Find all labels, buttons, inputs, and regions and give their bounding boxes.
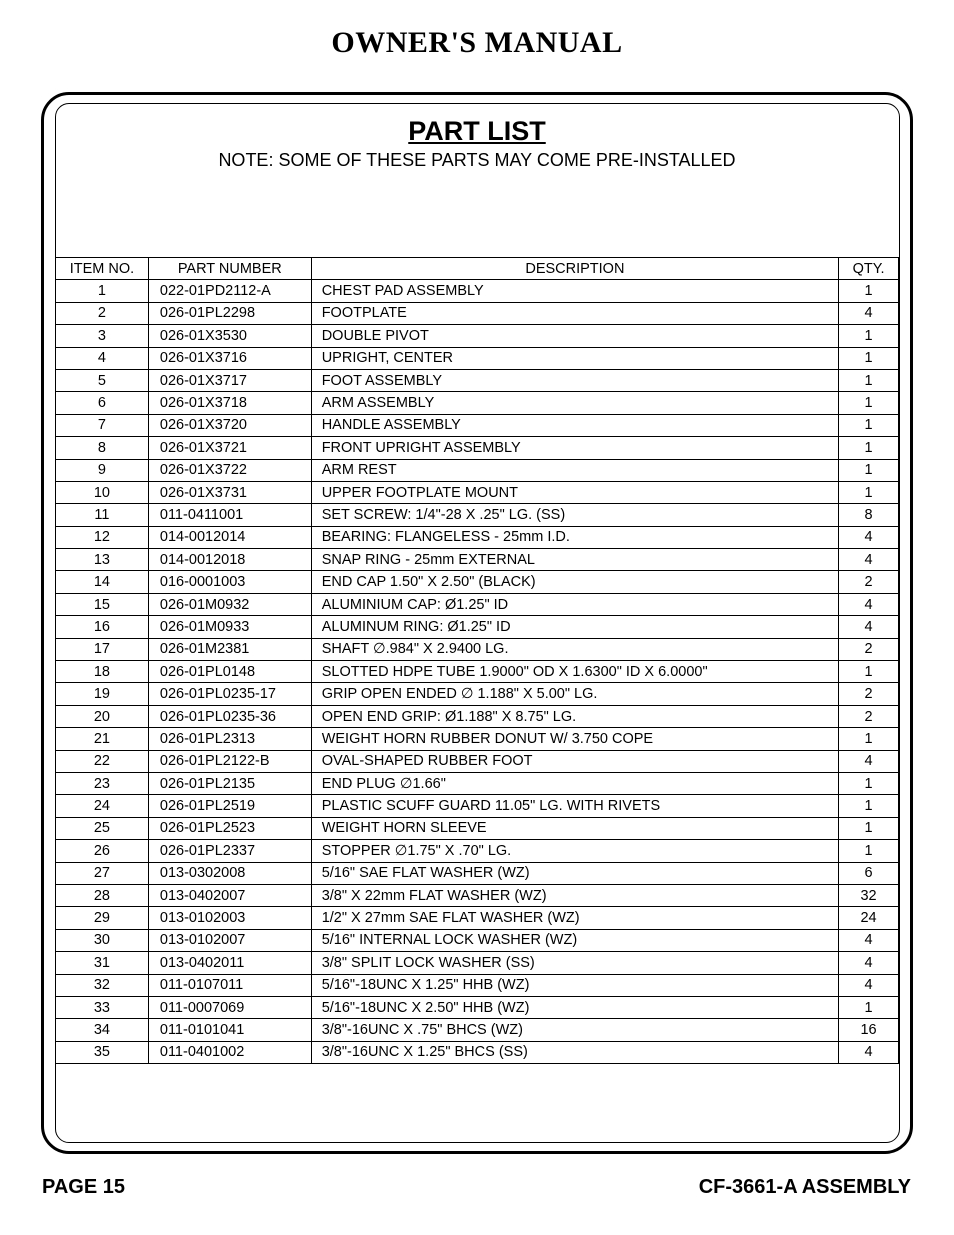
table-row bbox=[56, 325, 899, 347]
qty-cell: 4 bbox=[839, 952, 899, 974]
description-cell: 3/8"-16UNC X .75" BHCS (WZ) bbox=[311, 1019, 838, 1041]
table-row bbox=[56, 1019, 899, 1041]
qty-cell: 1 bbox=[839, 437, 899, 459]
part-number-cell: 014-0012018 bbox=[148, 549, 311, 571]
part-number-cell: 011-0411001 bbox=[148, 504, 311, 526]
qty-cell: 1 bbox=[839, 661, 899, 683]
table-row bbox=[56, 638, 899, 660]
item-no-cell: 17 bbox=[56, 638, 149, 660]
part-number-cell: 026-01PL2519 bbox=[148, 795, 311, 817]
table-row bbox=[56, 884, 899, 906]
part-number-cell: 013-0102007 bbox=[148, 929, 311, 951]
item-no-cell: 32 bbox=[56, 974, 149, 996]
table-row bbox=[56, 705, 899, 727]
qty-cell: 6 bbox=[839, 862, 899, 884]
qty-cell: 1 bbox=[839, 414, 899, 436]
table-row bbox=[56, 459, 899, 481]
qty-cell: 4 bbox=[839, 302, 899, 324]
item-no-cell: 6 bbox=[56, 392, 149, 414]
qty-cell: 1 bbox=[839, 459, 899, 481]
item-no-cell: 23 bbox=[56, 772, 149, 794]
part-number-cell: 026-01PL2135 bbox=[148, 772, 311, 794]
item-no-cell: 34 bbox=[56, 1019, 149, 1041]
qty-cell: 2 bbox=[839, 683, 899, 705]
description-cell: FRONT UPRIGHT ASSEMBLY bbox=[311, 437, 838, 459]
description-cell: FOOTPLATE bbox=[311, 302, 838, 324]
table-row bbox=[56, 437, 899, 459]
qty-cell: 1 bbox=[839, 840, 899, 862]
description-cell: OPEN END GRIP: Ø1.188" X 8.75" LG. bbox=[311, 705, 838, 727]
column-header-qty: QTY. bbox=[839, 258, 899, 280]
item-no-cell: 4 bbox=[56, 347, 149, 369]
table-row bbox=[56, 414, 899, 436]
item-no-cell: 35 bbox=[56, 1041, 149, 1063]
qty-cell: 16 bbox=[839, 1019, 899, 1041]
qty-cell: 1 bbox=[839, 728, 899, 750]
part-number-cell: 026-01M0933 bbox=[148, 616, 311, 638]
table-row bbox=[56, 571, 899, 593]
part-number-cell: 026-01M2381 bbox=[148, 638, 311, 660]
item-no-cell: 25 bbox=[56, 817, 149, 839]
description-cell: 5/16" SAE FLAT WASHER (WZ) bbox=[311, 862, 838, 884]
description-cell: FOOT ASSEMBLY bbox=[311, 369, 838, 391]
table-row bbox=[56, 862, 899, 884]
parts-table bbox=[55, 257, 899, 1064]
table-row bbox=[56, 392, 899, 414]
part-number-cell: 022-01PD2112-A bbox=[148, 280, 311, 302]
qty-cell: 1 bbox=[839, 392, 899, 414]
description-cell: WEIGHT HORN RUBBER DONUT W/ 3.750 COPE bbox=[311, 728, 838, 750]
item-no-cell: 3 bbox=[56, 325, 149, 347]
table-row bbox=[56, 302, 899, 324]
qty-cell: 4 bbox=[839, 974, 899, 996]
description-cell: UPPER FOOTPLATE MOUNT bbox=[311, 481, 838, 503]
column-header-item-no: ITEM NO. bbox=[56, 258, 149, 280]
item-no-cell: 1 bbox=[56, 280, 149, 302]
description-cell: END PLUG ∅1.66" bbox=[311, 772, 838, 794]
qty-cell: 4 bbox=[839, 750, 899, 772]
description-cell: HANDLE ASSEMBLY bbox=[311, 414, 838, 436]
item-no-cell: 5 bbox=[56, 369, 149, 391]
item-no-cell: 19 bbox=[56, 683, 149, 705]
qty-cell: 32 bbox=[839, 884, 899, 906]
description-cell: SET SCREW: 1/4"-28 X .25" LG. (SS) bbox=[311, 504, 838, 526]
description-cell: CHEST PAD ASSEMBLY bbox=[311, 280, 838, 302]
item-no-cell: 33 bbox=[56, 996, 149, 1018]
qty-cell: 1 bbox=[839, 481, 899, 503]
table-row bbox=[56, 996, 899, 1018]
part-number-cell: 026-01X3717 bbox=[148, 369, 311, 391]
table-row bbox=[56, 772, 899, 794]
description-cell: SNAP RING - 25mm EXTERNAL bbox=[311, 549, 838, 571]
description-cell: END CAP 1.50" X 2.50" (BLACK) bbox=[311, 571, 838, 593]
item-no-cell: 14 bbox=[56, 571, 149, 593]
qty-cell: 1 bbox=[839, 347, 899, 369]
table-row bbox=[56, 504, 899, 526]
part-number-cell: 026-01X3722 bbox=[148, 459, 311, 481]
table-row bbox=[56, 1041, 899, 1063]
qty-cell: 4 bbox=[839, 593, 899, 615]
item-no-cell: 27 bbox=[56, 862, 149, 884]
qty-cell: 4 bbox=[839, 549, 899, 571]
item-no-cell: 22 bbox=[56, 750, 149, 772]
part-number-cell: 026-01PL2523 bbox=[148, 817, 311, 839]
column-header-description: DESCRIPTION bbox=[311, 258, 838, 280]
qty-cell: 1 bbox=[839, 795, 899, 817]
table-row bbox=[56, 952, 899, 974]
description-cell: 5/16" INTERNAL LOCK WASHER (WZ) bbox=[311, 929, 838, 951]
qty-cell: 2 bbox=[839, 638, 899, 660]
item-no-cell: 29 bbox=[56, 907, 149, 929]
qty-cell: 1 bbox=[839, 996, 899, 1018]
item-no-cell: 9 bbox=[56, 459, 149, 481]
item-no-cell: 30 bbox=[56, 929, 149, 951]
table-row bbox=[56, 907, 899, 929]
page-number: PAGE 15 bbox=[42, 1176, 125, 1198]
description-cell: 1/2" X 27mm SAE FLAT WASHER (WZ) bbox=[311, 907, 838, 929]
item-no-cell: 16 bbox=[56, 616, 149, 638]
description-cell: PLASTIC SCUFF GUARD 11.05" LG. WITH RIVETS bbox=[311, 795, 838, 817]
description-cell: WEIGHT HORN SLEEVE bbox=[311, 817, 838, 839]
description-cell: BEARING: FLANGELESS - 25mm I.D. bbox=[311, 526, 838, 548]
table-row bbox=[56, 795, 899, 817]
item-no-cell: 28 bbox=[56, 884, 149, 906]
qty-cell: 2 bbox=[839, 705, 899, 727]
table-row bbox=[56, 728, 899, 750]
table-row bbox=[56, 549, 899, 571]
qty-cell: 4 bbox=[839, 1041, 899, 1063]
part-number-cell: 013-0302008 bbox=[148, 862, 311, 884]
item-no-cell: 2 bbox=[56, 302, 149, 324]
part-number-cell: 026-01M0932 bbox=[148, 593, 311, 615]
parts-table-body bbox=[56, 280, 899, 1064]
item-no-cell: 24 bbox=[56, 795, 149, 817]
description-cell: ARM REST bbox=[311, 459, 838, 481]
part-number-cell: 016-0001003 bbox=[148, 571, 311, 593]
part-number-cell: 026-01PL0148 bbox=[148, 661, 311, 683]
description-cell: ALUMINIUM CAP: Ø1.25" ID bbox=[311, 593, 838, 615]
qty-cell: 2 bbox=[839, 571, 899, 593]
table-row bbox=[56, 929, 899, 951]
part-number-cell: 011-0101041 bbox=[148, 1019, 311, 1041]
qty-cell: 4 bbox=[839, 929, 899, 951]
assembly-model: CF-3661-A ASSEMBLY bbox=[698, 1176, 911, 1198]
table-row bbox=[56, 750, 899, 772]
table-row bbox=[56, 280, 899, 302]
part-number-cell: 013-0402011 bbox=[148, 952, 311, 974]
table-row bbox=[56, 840, 899, 862]
description-cell: DOUBLE PIVOT bbox=[311, 325, 838, 347]
part-number-cell: 026-01X3530 bbox=[148, 325, 311, 347]
part-number-cell: 026-01PL2298 bbox=[148, 302, 311, 324]
part-list-title: PART LIST bbox=[408, 116, 546, 146]
description-cell: OVAL-SHAPED RUBBER FOOT bbox=[311, 750, 838, 772]
part-number-cell: 026-01PL0235-17 bbox=[148, 683, 311, 705]
qty-cell: 1 bbox=[839, 817, 899, 839]
pre-installed-note: NOTE: SOME OF THESE PARTS MAY COME PRE-INSTALLED bbox=[218, 150, 736, 170]
table-row bbox=[56, 974, 899, 996]
table-header-row bbox=[56, 258, 899, 280]
part-number-cell: 026-01X3721 bbox=[148, 437, 311, 459]
item-no-cell: 31 bbox=[56, 952, 149, 974]
description-cell: ALUMINUM RING: Ø1.25" ID bbox=[311, 616, 838, 638]
part-number-cell: 026-01X3731 bbox=[148, 481, 311, 503]
part-number-cell: 013-0402007 bbox=[148, 884, 311, 906]
qty-cell: 1 bbox=[839, 325, 899, 347]
qty-cell: 4 bbox=[839, 526, 899, 548]
table-row bbox=[56, 661, 899, 683]
table-row bbox=[56, 683, 899, 705]
part-number-cell: 026-01PL2122-B bbox=[148, 750, 311, 772]
item-no-cell: 10 bbox=[56, 481, 149, 503]
qty-cell: 1 bbox=[839, 772, 899, 794]
qty-cell: 1 bbox=[839, 369, 899, 391]
item-no-cell: 26 bbox=[56, 840, 149, 862]
table-row bbox=[56, 593, 899, 615]
part-number-cell: 026-01X3720 bbox=[148, 414, 311, 436]
manual-title: OWNER'S MANUAL bbox=[331, 26, 623, 59]
column-header-part-number: PART NUMBER bbox=[148, 258, 311, 280]
item-no-cell: 7 bbox=[56, 414, 149, 436]
part-number-cell: 026-01X3718 bbox=[148, 392, 311, 414]
part-number-cell: 026-01PL0235-36 bbox=[148, 705, 311, 727]
part-number-cell: 013-0102003 bbox=[148, 907, 311, 929]
description-cell: 3/8" SPLIT LOCK WASHER (SS) bbox=[311, 952, 838, 974]
item-no-cell: 18 bbox=[56, 661, 149, 683]
table-row bbox=[56, 347, 899, 369]
qty-cell: 8 bbox=[839, 504, 899, 526]
part-number-cell: 026-01PL2337 bbox=[148, 840, 311, 862]
item-no-cell: 12 bbox=[56, 526, 149, 548]
part-number-cell: 011-0107011 bbox=[148, 974, 311, 996]
description-cell: SHAFT ∅.984" X 2.9400 LG. bbox=[311, 638, 838, 660]
part-number-cell: 011-0007069 bbox=[148, 996, 311, 1018]
table-row bbox=[56, 369, 899, 391]
table-row bbox=[56, 817, 899, 839]
description-cell: GRIP OPEN ENDED ∅ 1.188" X 5.00" LG. bbox=[311, 683, 838, 705]
part-number-cell: 011-0401002 bbox=[148, 1041, 311, 1063]
description-cell: UPRIGHT, CENTER bbox=[311, 347, 838, 369]
part-number-cell: 014-0012014 bbox=[148, 526, 311, 548]
item-no-cell: 13 bbox=[56, 549, 149, 571]
item-no-cell: 8 bbox=[56, 437, 149, 459]
description-cell: 5/16"-18UNC X 1.25" HHB (WZ) bbox=[311, 974, 838, 996]
qty-cell: 24 bbox=[839, 907, 899, 929]
qty-cell: 4 bbox=[839, 616, 899, 638]
table-row bbox=[56, 481, 899, 503]
item-no-cell: 21 bbox=[56, 728, 149, 750]
description-cell: ARM ASSEMBLY bbox=[311, 392, 838, 414]
part-number-cell: 026-01X3716 bbox=[148, 347, 311, 369]
description-cell: STOPPER ∅1.75" X .70" LG. bbox=[311, 840, 838, 862]
description-cell: SLOTTED HDPE TUBE 1.9000" OD X 1.6300" ID X 6.0000" bbox=[311, 661, 838, 683]
description-cell: 5/16"-18UNC X 2.50" HHB (WZ) bbox=[311, 996, 838, 1018]
description-cell: 3/8"-16UNC X 1.25" BHCS (SS) bbox=[311, 1041, 838, 1063]
item-no-cell: 15 bbox=[56, 593, 149, 615]
part-number-cell: 026-01PL2313 bbox=[148, 728, 311, 750]
table-row bbox=[56, 616, 899, 638]
item-no-cell: 20 bbox=[56, 705, 149, 727]
description-cell: 3/8" X 22mm FLAT WASHER (WZ) bbox=[311, 884, 838, 906]
item-no-cell: 11 bbox=[56, 504, 149, 526]
qty-cell: 1 bbox=[839, 280, 899, 302]
table-row bbox=[56, 526, 899, 548]
